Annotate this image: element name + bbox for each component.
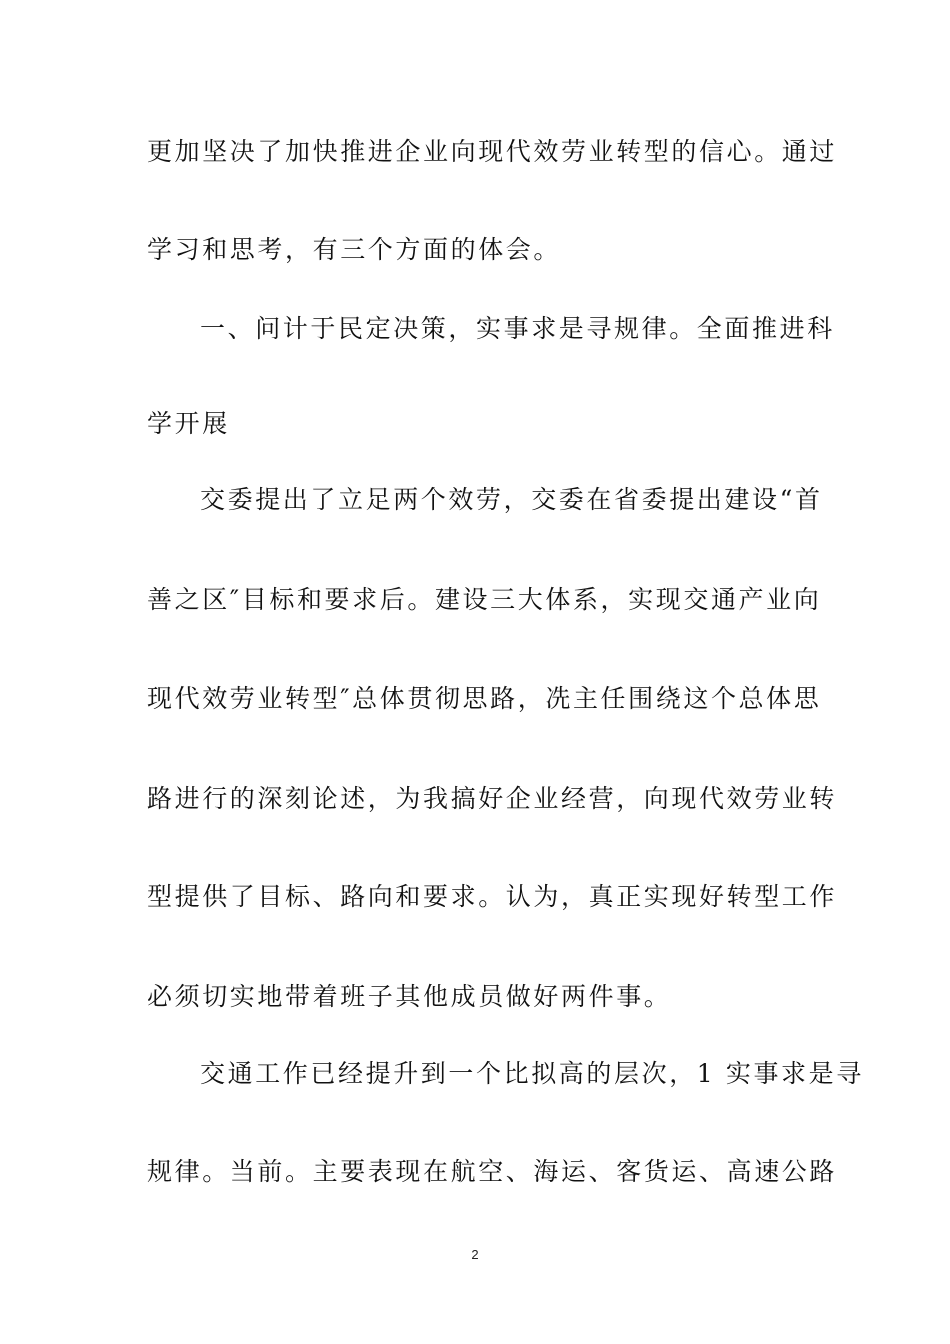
paragraph-start: 交委提出了立足两个效劳，交委在省委提出建设“首 [200, 485, 823, 514]
section-heading: 一、问计于民定决策，实事求是寻规律。全面推进科 [200, 314, 835, 343]
section-heading-continuation: 学开展 [147, 409, 230, 438]
page-number: 2 [471, 1247, 479, 1262]
text-line: 型提供了目标、路向和要求。认为，真正实现好转型工作 [147, 882, 838, 911]
text-line: 现代效劳业转型″总体贯彻思路，冼主任围绕这个总体思 [147, 684, 822, 713]
text-line: 学习和思考，有三个方面的体会。 [147, 235, 562, 264]
text-line: 必须切实地带着班子其他成员做好两件事。 [147, 982, 672, 1011]
text-line: 更加坚决了加快推进企业向现代效劳业转型的信心。通过 [147, 137, 838, 166]
text-line: 路进行的深刻论述，为我搞好企业经营，向现代效劳业转 [147, 784, 838, 813]
text-line: 善之区″目标和要求后。建设三大体系，实现交通产业向 [147, 585, 822, 614]
text-line: 规律。当前。主要表现在航空、海运、客货运、高速公路 [147, 1157, 838, 1186]
paragraph-start: 交通工作已经提升到一个比拟高的层次，1 实事求是寻 [200, 1059, 864, 1088]
